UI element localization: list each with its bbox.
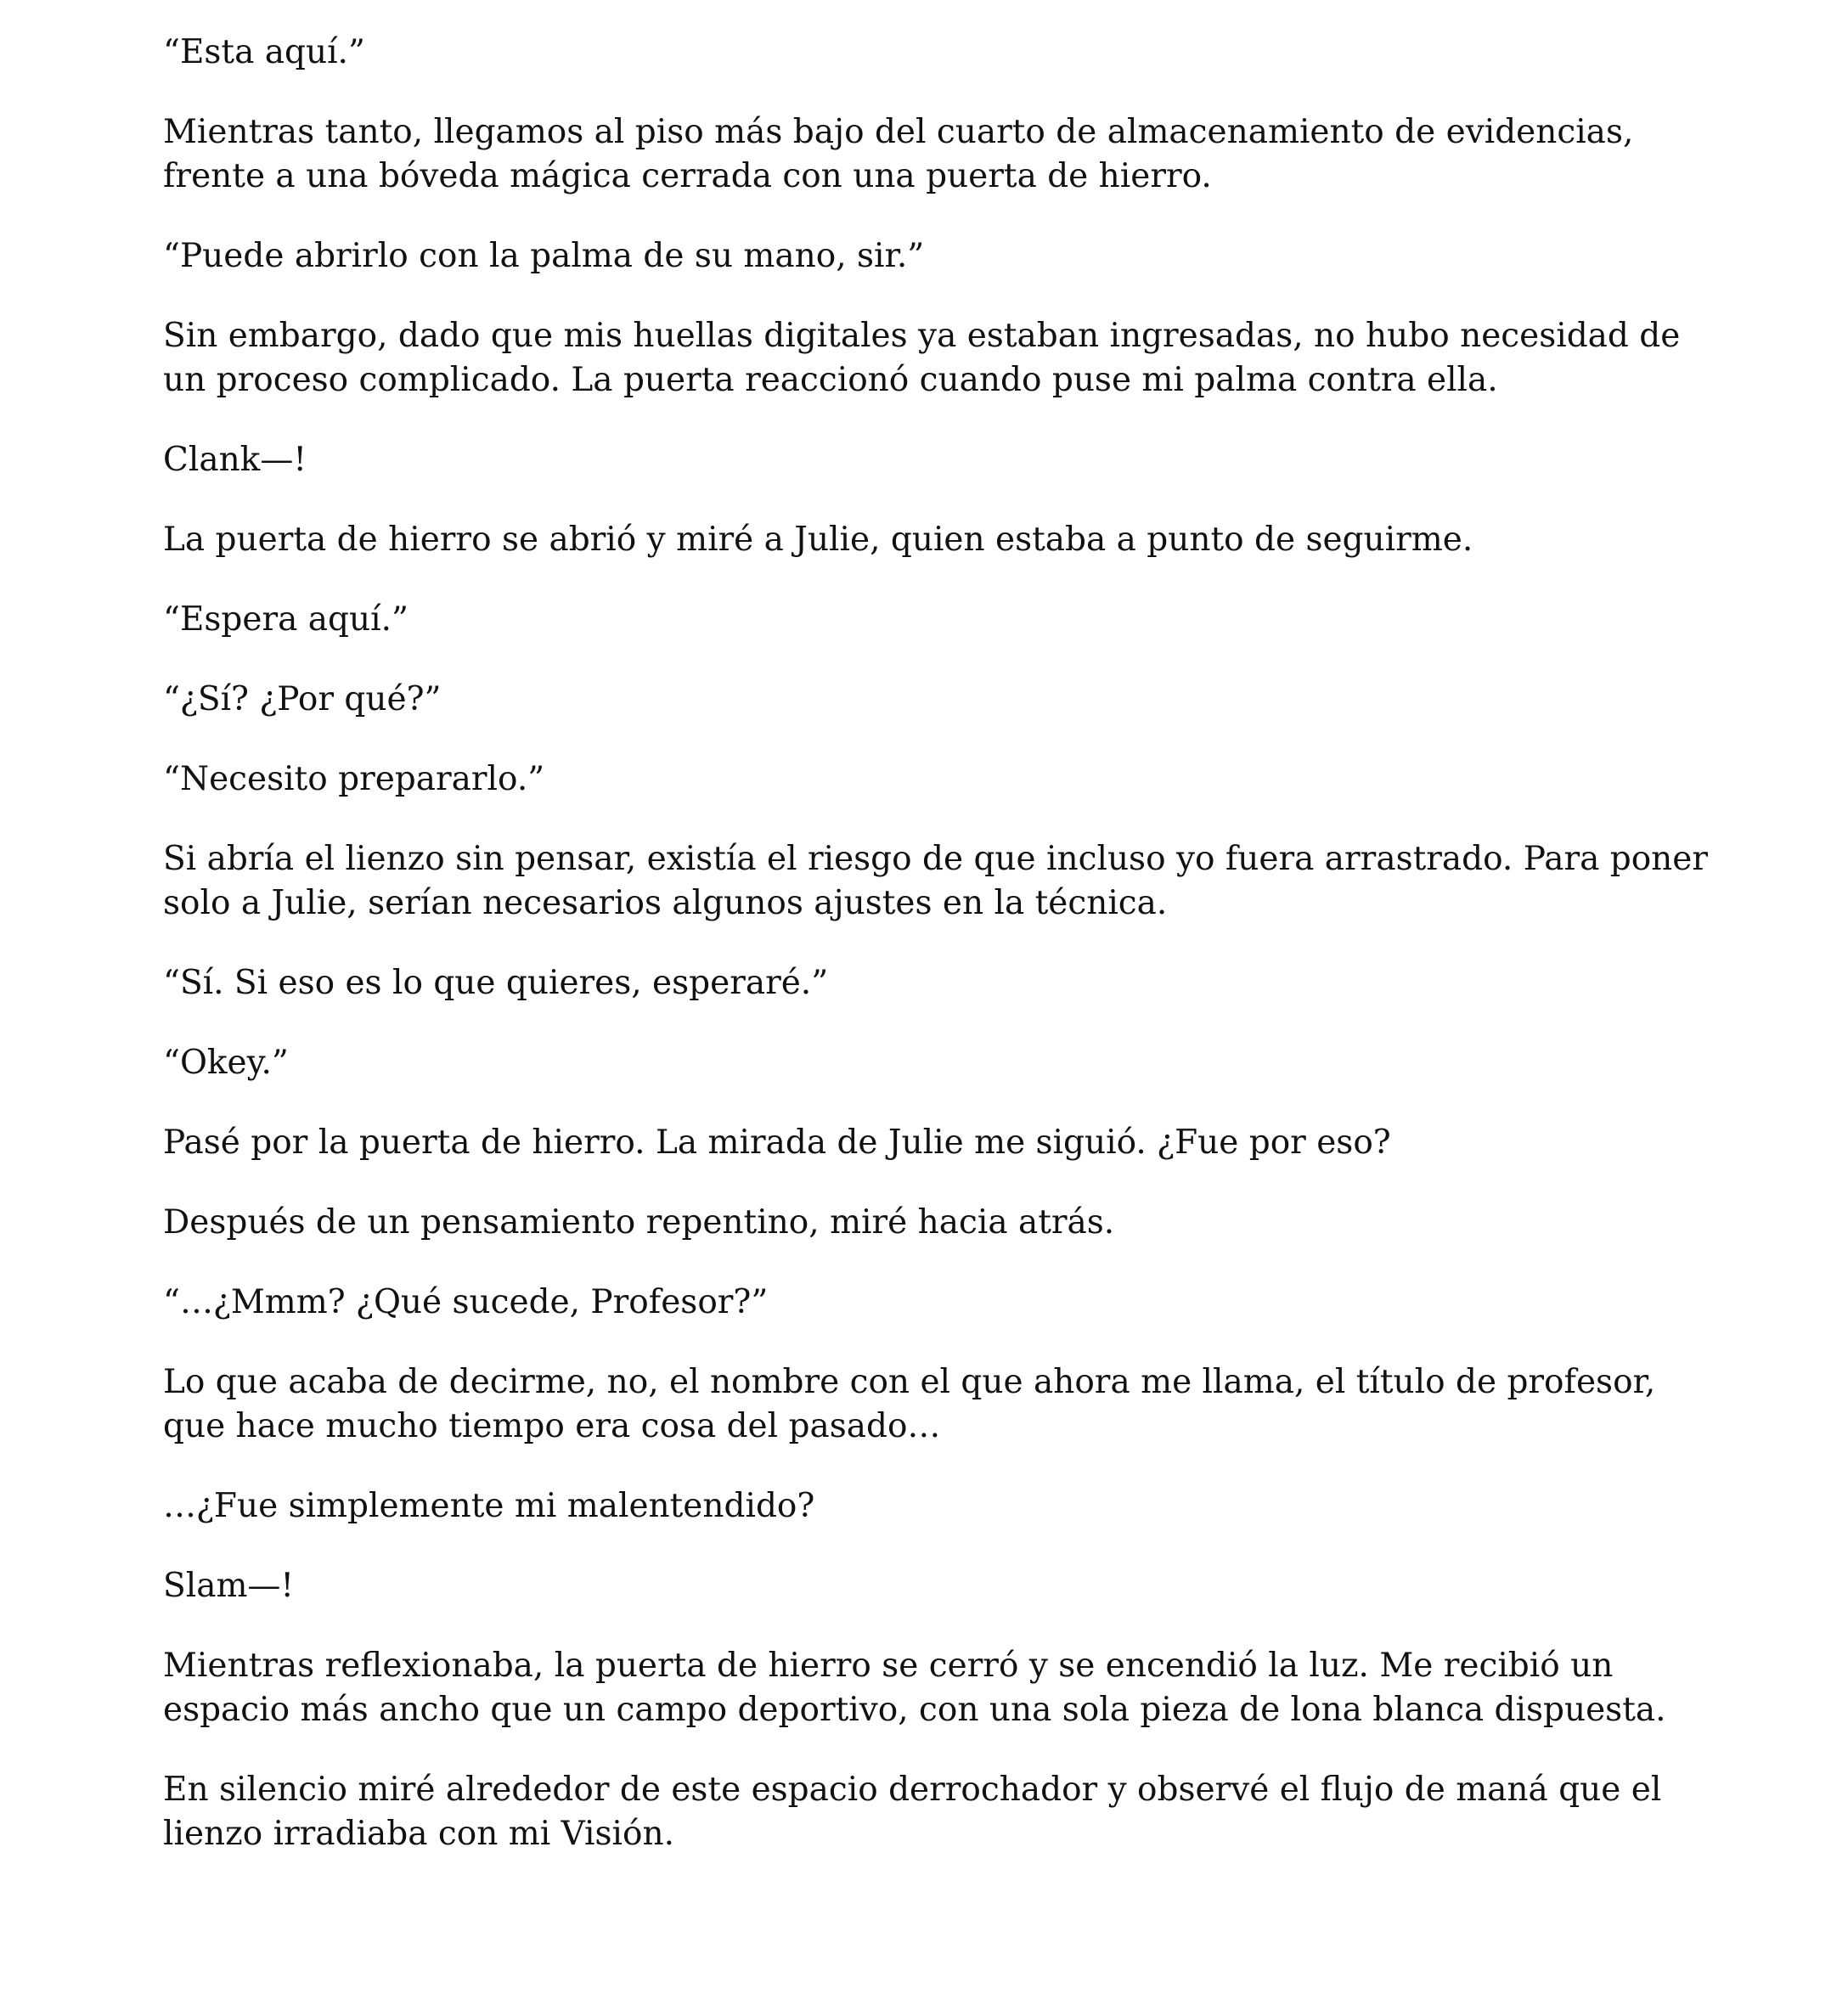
paragraph: “Puede abrirlo con la palma de su mano, sir.” [163, 237, 925, 275]
paragraph: La puerta de hierro se abrió y miré a Julie, quien estaba a punto de seguirme. [163, 521, 1473, 559]
paragraph: Clank—! [163, 441, 307, 479]
paragraph: Mientras tanto, llegamos al piso más bajo del cuarto de almacenamiento de evidencias, frente a una bóveda mágica cerrada con una puerta de hierro. [163, 113, 1634, 195]
paragraph: “Sí. Si eso es lo que quieres, esperaré.” [163, 964, 829, 1002]
paragraph: “¿Sí? ¿Por qué?” [163, 680, 442, 718]
paragraph: En silencio miré alrededor de este espacio derrochador y observé el flujo de maná que el lienzo irradiaba con mi Visión. [163, 1771, 1662, 1853]
paragraph: “Espera aquí.” [163, 600, 408, 639]
paragraph: Pasé por la puerta de hierro. La mirada de Julie me siguió. ¿Fue por eso? [163, 1123, 1391, 1162]
paragraph: Si abría el lienzo sin pensar, existía el riesgo de que incluso yo fuera arrastrado. Para poner solo a Julie, serían necesarios algunos ajustes en la técnica. [163, 840, 1709, 922]
paragraph: Después de un pensamiento repentino, miré hacia atrás. [163, 1203, 1115, 1242]
paragraph: “Okey.” [163, 1044, 289, 1082]
paragraph: “Necesito prepararlo.” [163, 760, 545, 798]
paragraph: Mientras reflexionaba, la puerta de hierro se cerró y se encendió la luz. Me recibió un espacio más ancho que un campo deportivo, con una sola pieza de lona blanca dispuesta. [163, 1647, 1666, 1729]
paragraph: “Esta aquí.” [163, 33, 365, 71]
paragraph: Slam—! [163, 1567, 295, 1605]
paragraph: Sin embargo, dado que mis huellas digitales ya estaban ingresadas, no hubo necesidad de un proceso complicado. La puerta reaccionó cuando puse mi palma contra ella. [163, 317, 1681, 399]
paragraph: Lo que acaba de decirme, no, el nombre con el que ahora me llama, el título de profesor, que hace mucho tiempo era cosa del pasado… [163, 1363, 1656, 1445]
document-page [163, 31, 1709, 1892]
paragraph: “…¿Mmm? ¿Qué sucede, Profesor?” [163, 1283, 769, 1321]
paragraph: …¿Fue simplemente mi malentendido? [163, 1487, 815, 1525]
